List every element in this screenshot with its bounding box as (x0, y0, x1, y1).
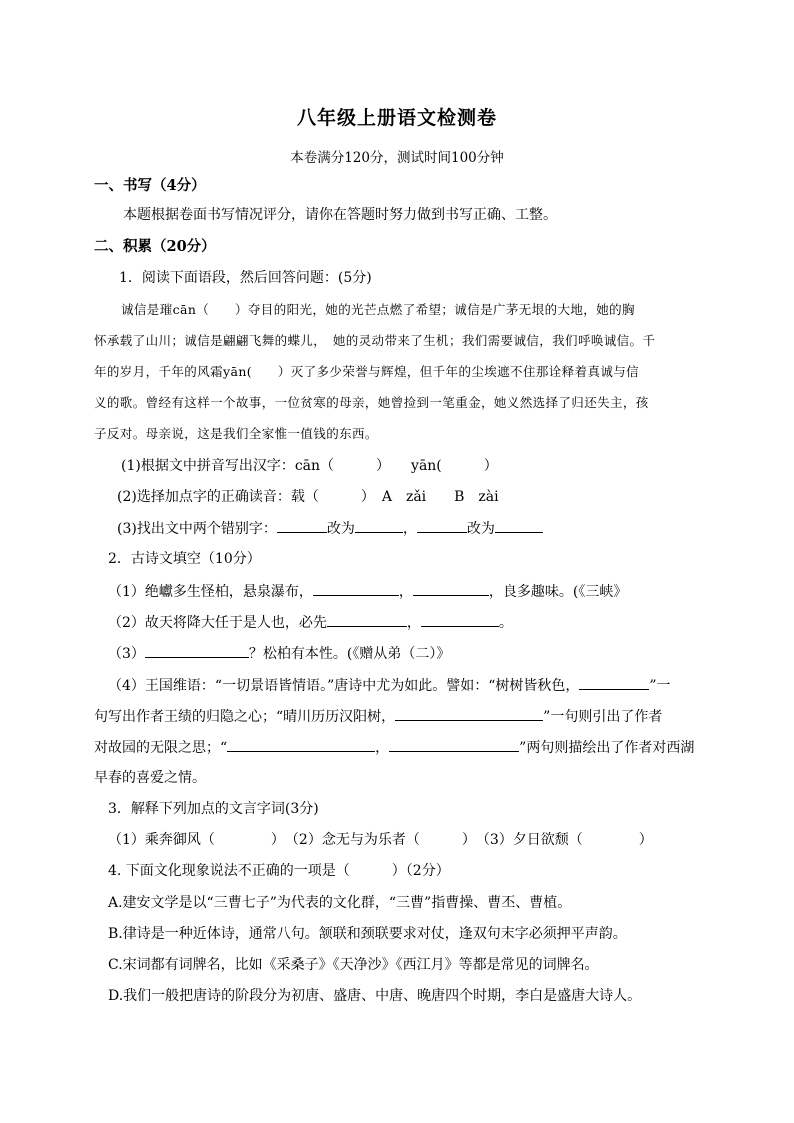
answer-blank[interactable] (417, 518, 467, 533)
q2-line-2: （2）故天将降大任于是人也，必先 ， 。 (108, 612, 513, 633)
q1-passage-line: 义的歌。曾经有这样一个故事，一位贫寒的母亲，她曾捡到一笔重金，她义然选择了归还失主，孩 (94, 395, 649, 410)
q2-line-1: （1）绝巘多生怪柏，悬泉瀑布， ， ，良多趣味。(《三峡》 (108, 581, 627, 602)
q3-stem: 3．解释下列加点的文言字词(3分) (108, 801, 319, 817)
q2-line-7: 早春的喜爱之情。 (94, 770, 206, 786)
q4-option-a: A.建安文学是以“三曹七子”为代表的文化群，“三曹”指曹操、曹丕、曹植。 (108, 895, 572, 911)
q1-passage-line: 怀承载了山川；诚信是翩翩飞舞的蝶儿， 她的灵动带来了生机；我们需要诚信，我们呼唤诚信。千 (94, 333, 656, 348)
exam-subtitle: 本卷满分120分，测试时间100分钟 (290, 150, 504, 166)
section-1-body: 本题根据卷面书写情况评分，请你在答题时努力做到书写正确、工整。 (123, 207, 557, 223)
q2-stem: 2．古诗文填空（10分） (108, 551, 261, 567)
q4-option-d: D.我们一般把唐诗的阶段分为初唐、盛唐、中唐、晚唐四个时期，李白是盛唐大诗人。 (108, 988, 642, 1004)
q1-sub2: (2)选择加点字的正确读音：载（ ） A zǎi B zài (117, 489, 499, 505)
q3-items: （1）乘奔御风（ ） （2）念无与为乐者（ ） （3）夕日欲颓（ ） (108, 832, 653, 848)
q4-stem: 4. 下面文化现象说法不正确的一项是（ ）（2分） (108, 863, 450, 879)
q1-passage-line: 诚信是璀cān（ ）夺目的阳光，她的光芒点燃了希望；诚信是广茅无垠的大地，她的胸 (121, 302, 635, 317)
q1-passage-line: 子反对。母亲说，这是我们全家惟一值钱的东西。 (94, 426, 378, 441)
answer-blank[interactable] (277, 518, 327, 533)
answer-blank[interactable] (145, 643, 249, 658)
answer-blank[interactable] (495, 518, 543, 533)
answer-blank[interactable] (395, 706, 543, 721)
answer-blank[interactable] (327, 612, 407, 627)
exam-title: 八年级上册语文检测卷 (296, 107, 497, 129)
answer-blank[interactable] (413, 581, 489, 596)
q4-option-b: B.律诗是一种近体诗，通常八句。颔联和颈联要求对仗，逢双句末字必须押平声韵。 (108, 926, 627, 942)
answer-blank[interactable] (227, 737, 375, 752)
answer-blank[interactable] (313, 581, 399, 596)
q2-line-5: 句写出作者王绩的归隐之心；“晴川历历汉阳树， ”一句则引出了作者 (94, 706, 662, 727)
q4-option-c: C.宋词都有词牌名，比如《采桑子》《天净沙》《西江月》等都是常见的词牌名。 (108, 957, 599, 973)
q1-passage-line: 年的岁月，千年的风霜yān( ）灭了多少荣誉与辉煌，但千年的尘埃遮不住那诠释着真诚与信 (94, 364, 640, 379)
answer-blank[interactable] (389, 737, 519, 752)
q2-line-4: （4）王国维语：“一切景语皆情语。”唐诗中尤为如此。譬如：“树树皆秋色， ”一 (108, 675, 671, 696)
answer-blank[interactable] (355, 518, 403, 533)
q1-sub3: (3)找出文中两个错别字： 改为 ， 改为 (117, 518, 543, 539)
answer-blank[interactable] (579, 675, 649, 690)
section-2-heading: 二、积累（20分） (94, 238, 216, 255)
answer-blank[interactable] (421, 612, 499, 627)
q1-sub1: (1)根据文中拼音写出汉字：cān（ ） yān( ） (121, 458, 498, 474)
q2-line-3: （3） ？松柏有本性。(《赠从弟（二）》 (108, 643, 450, 664)
q1-stem: 1．阅读下面语段，然后回答问题：(5分) (119, 270, 372, 286)
section-1-heading: 一、书写（4分） (94, 177, 206, 194)
q2-line-6: 对故园的无限之思；“ ， ”两句则描绘出了作者对西湖 (94, 737, 694, 758)
